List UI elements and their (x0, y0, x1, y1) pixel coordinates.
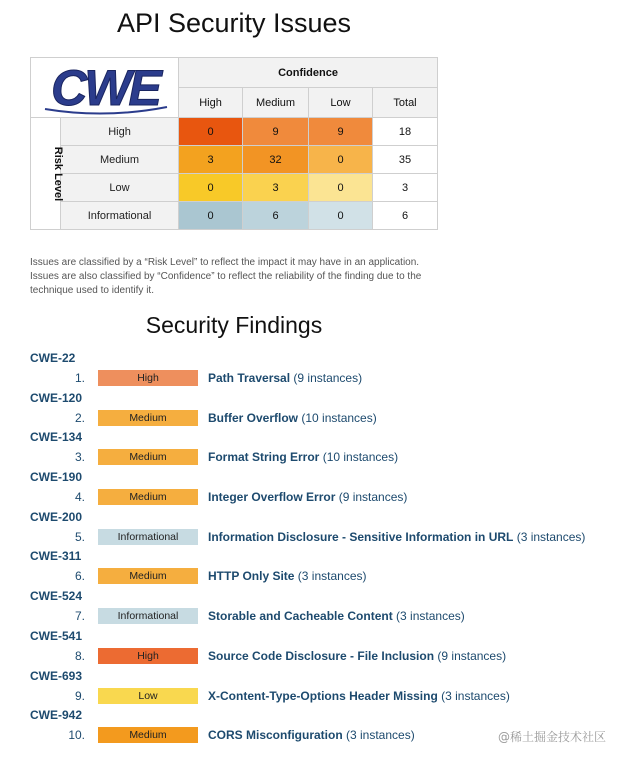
row-label-high: High (61, 118, 179, 146)
findings-title: Security Findings (145, 312, 323, 338)
cwe-id-link[interactable]: CWE-942 (30, 708, 83, 723)
cwe-logo-icon (31, 59, 179, 117)
matrix-total: 6 (373, 202, 438, 230)
risk-badge: Medium (98, 727, 198, 743)
matrix-cell: 6 (243, 202, 309, 230)
matrix-total: 35 (373, 146, 438, 174)
finding-item (0, 666, 624, 706)
cwe-logo (31, 58, 179, 118)
cwe-id-link[interactable]: CWE-524 (30, 589, 83, 604)
classification-note: Issues are classified by a “Risk Level” to reflect the impact it may have in an application. Issues are also classified by “Confidence” to reflect the reliability of the finding due to the technique used to identify it. (30, 257, 422, 296)
cwe-id-link[interactable]: CWE-134 (30, 430, 83, 445)
matrix-cell: 0 (179, 174, 243, 202)
finding-number: 10. (68, 728, 85, 743)
risk-badge: High (98, 648, 198, 664)
row-label-medium: Medium (61, 146, 179, 174)
matrix-cell: 0 (309, 146, 373, 174)
finding-number: 7. (74, 609, 85, 624)
finding-link[interactable]: HTTP Only Site (3 instances) (208, 569, 367, 584)
cwe-id-link[interactable]: CWE-311 (30, 549, 82, 564)
cwe-id-link[interactable]: CWE-22 (30, 351, 76, 365)
finding-item (0, 348, 624, 388)
finding-link[interactable]: Source Code Disclosure - File Inclusion (9 instances) (208, 648, 507, 663)
risk-badge: High (98, 370, 198, 386)
finding-number: 5. (74, 529, 85, 544)
finding-link[interactable]: Storable and Cacheable Content (3 instances) (208, 609, 465, 624)
matrix-cell: 0 (179, 202, 243, 230)
finding-link[interactable]: X-Content-Type-Options Header Missing (3 instances) (208, 688, 510, 703)
finding-link[interactable]: Path Traversal (9 instances) (208, 371, 363, 385)
matrix-cell: 3 (179, 146, 243, 174)
finding-number: 8. (74, 648, 85, 663)
finding-item (0, 546, 624, 586)
row-label-informational: Informational (61, 202, 179, 230)
cwe-id-link[interactable]: CWE-693 (30, 668, 83, 683)
row-label-low: Low (61, 174, 179, 202)
cwe-id-link[interactable]: CWE-190 (30, 470, 83, 485)
col-header-high: High (179, 88, 243, 118)
finding-link[interactable]: CORS Misconfiguration (3 instances) (208, 728, 415, 743)
cwe-id-link[interactable]: CWE-200 (30, 509, 83, 524)
risk-badge: Medium (98, 410, 198, 426)
finding-item (0, 388, 624, 428)
finding-number: 4. (74, 490, 85, 505)
finding-number: 9. (74, 688, 85, 703)
matrix-cell: 0 (309, 174, 373, 202)
finding-number: 1. (74, 371, 85, 385)
cwe-logo-text: CWE (51, 59, 159, 116)
findings-list (0, 348, 624, 745)
matrix-cell: 0 (179, 118, 243, 146)
risk-badge: Informational (98, 608, 198, 624)
finding-link[interactable]: Integer Overflow Error (9 instances) (208, 490, 408, 505)
finding-link[interactable]: Format String Error (10 instances) (208, 450, 399, 465)
finding-number: 6. (74, 569, 85, 584)
finding-item (0, 626, 624, 666)
finding-number: 2. (74, 410, 85, 425)
risk-badge: Medium (98, 449, 198, 465)
col-header-low: Low (309, 88, 373, 118)
matrix-cell: 9 (309, 118, 373, 146)
matrix-total: 18 (373, 118, 438, 146)
page-title: API Security Issues (116, 8, 352, 38)
risk-badge: Low (98, 688, 198, 704)
cwe-id-link[interactable]: CWE-541 (30, 628, 83, 643)
matrix-cell: 32 (243, 146, 309, 174)
col-header-total: Total (373, 88, 438, 118)
finding-number: 3. (74, 450, 85, 465)
watermark: @稀土掘金技术社区 (497, 730, 606, 744)
finding-link[interactable]: Buffer Overflow (10 instances) (208, 410, 377, 425)
risk-confidence-matrix (30, 57, 438, 230)
matrix-cell: 0 (309, 202, 373, 230)
matrix-cell: 3 (243, 174, 309, 202)
col-header-medium: Medium (243, 88, 309, 118)
risk-badge: Medium (98, 489, 198, 505)
finding-item (0, 586, 624, 626)
matrix-total: 3 (373, 174, 438, 202)
finding-link[interactable]: Information Disclosure - Sensitive Information in URL (3 instances) (208, 529, 586, 544)
risk-badge: Informational (98, 529, 198, 545)
confidence-header: Confidence (179, 58, 438, 88)
finding-item (0, 507, 624, 547)
cwe-id-link[interactable]: CWE-120 (30, 390, 83, 405)
matrix-cell: 9 (243, 118, 309, 146)
risk-badge: Medium (98, 568, 198, 584)
finding-item (0, 467, 624, 507)
finding-item (0, 427, 624, 467)
risk-level-label: Risk Level (31, 118, 61, 230)
